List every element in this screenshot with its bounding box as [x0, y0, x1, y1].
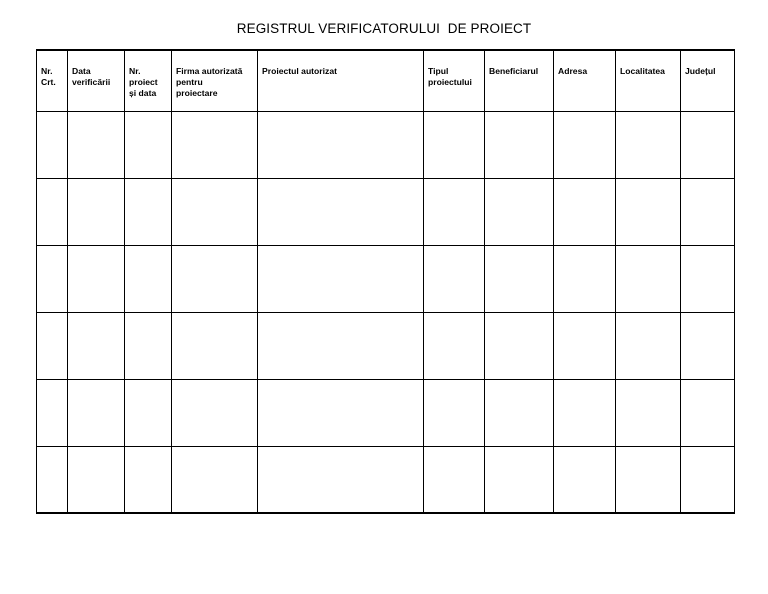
table-cell	[37, 446, 68, 513]
table-cell	[681, 178, 735, 245]
header-beneficiarul: Beneficiarul	[485, 50, 554, 111]
table-cell	[616, 446, 681, 513]
table-cell	[616, 312, 681, 379]
table-cell	[68, 178, 125, 245]
table-cell	[424, 111, 485, 178]
table-row	[37, 446, 735, 513]
table-cell	[554, 312, 616, 379]
table-cell	[125, 111, 172, 178]
table-cell	[37, 245, 68, 312]
header-firma-autorizata: Firma autorizată pentru proiectare	[172, 50, 258, 111]
table-cell	[554, 446, 616, 513]
table-cell	[424, 312, 485, 379]
table-cell	[258, 446, 424, 513]
table-cell	[37, 178, 68, 245]
register-table	[36, 49, 735, 514]
table-cell	[485, 312, 554, 379]
table-cell	[125, 446, 172, 513]
table-cell	[616, 245, 681, 312]
header-localitatea: Localitatea	[616, 50, 681, 111]
table-cell	[37, 111, 68, 178]
table-cell	[424, 178, 485, 245]
table-cell	[554, 178, 616, 245]
table-cell	[258, 312, 424, 379]
table-cell	[68, 111, 125, 178]
table-cell	[68, 379, 125, 446]
table-cell	[37, 312, 68, 379]
table-cell	[616, 111, 681, 178]
header-proiectul-autorizat: Proiectul autorizat	[258, 50, 424, 111]
table-row	[37, 245, 735, 312]
table-cell	[554, 111, 616, 178]
table-cell	[616, 178, 681, 245]
table-cell	[258, 379, 424, 446]
table-cell	[172, 446, 258, 513]
table-row	[37, 111, 735, 178]
table-cell	[681, 111, 735, 178]
table-cell	[616, 379, 681, 446]
table-row	[37, 312, 735, 379]
header-tipul-proiectului: Tipul proiectului	[424, 50, 485, 111]
table-cell	[681, 379, 735, 446]
table-cell	[424, 379, 485, 446]
table-cell	[554, 245, 616, 312]
table-cell	[424, 245, 485, 312]
table-body	[37, 111, 735, 513]
table-cell	[172, 178, 258, 245]
table-cell	[258, 245, 424, 312]
table-cell	[258, 111, 424, 178]
table-cell	[172, 379, 258, 446]
table-cell	[485, 379, 554, 446]
table-cell	[172, 245, 258, 312]
table-cell	[554, 379, 616, 446]
table-cell	[68, 446, 125, 513]
header-adresa: Adresa	[554, 50, 616, 111]
table-cell	[258, 178, 424, 245]
table-cell	[125, 379, 172, 446]
header-row	[37, 50, 735, 111]
table-cell	[485, 111, 554, 178]
table-cell	[485, 245, 554, 312]
table-row	[37, 178, 735, 245]
table-cell	[125, 178, 172, 245]
table-cell	[485, 178, 554, 245]
header-data-verificarii: Data verificării	[68, 50, 125, 111]
table-cell	[68, 245, 125, 312]
table-cell	[172, 111, 258, 178]
table-cell	[424, 446, 485, 513]
table-cell	[681, 312, 735, 379]
table-cell	[125, 312, 172, 379]
header-judetul: Județul	[681, 50, 735, 111]
table-row	[37, 379, 735, 446]
table-cell	[485, 446, 554, 513]
table-cell	[68, 312, 125, 379]
table-cell	[172, 312, 258, 379]
document-title: REGISTRUL VERIFICATORULUI DE PROIECT	[236, 21, 532, 36]
table-cell	[37, 379, 68, 446]
header-nr-crt: Nr. Crt.	[37, 50, 68, 111]
table-cell	[125, 245, 172, 312]
header-nr-proiect: Nr. proiect și data	[125, 50, 172, 111]
table-cell	[681, 446, 735, 513]
table-cell	[681, 245, 735, 312]
